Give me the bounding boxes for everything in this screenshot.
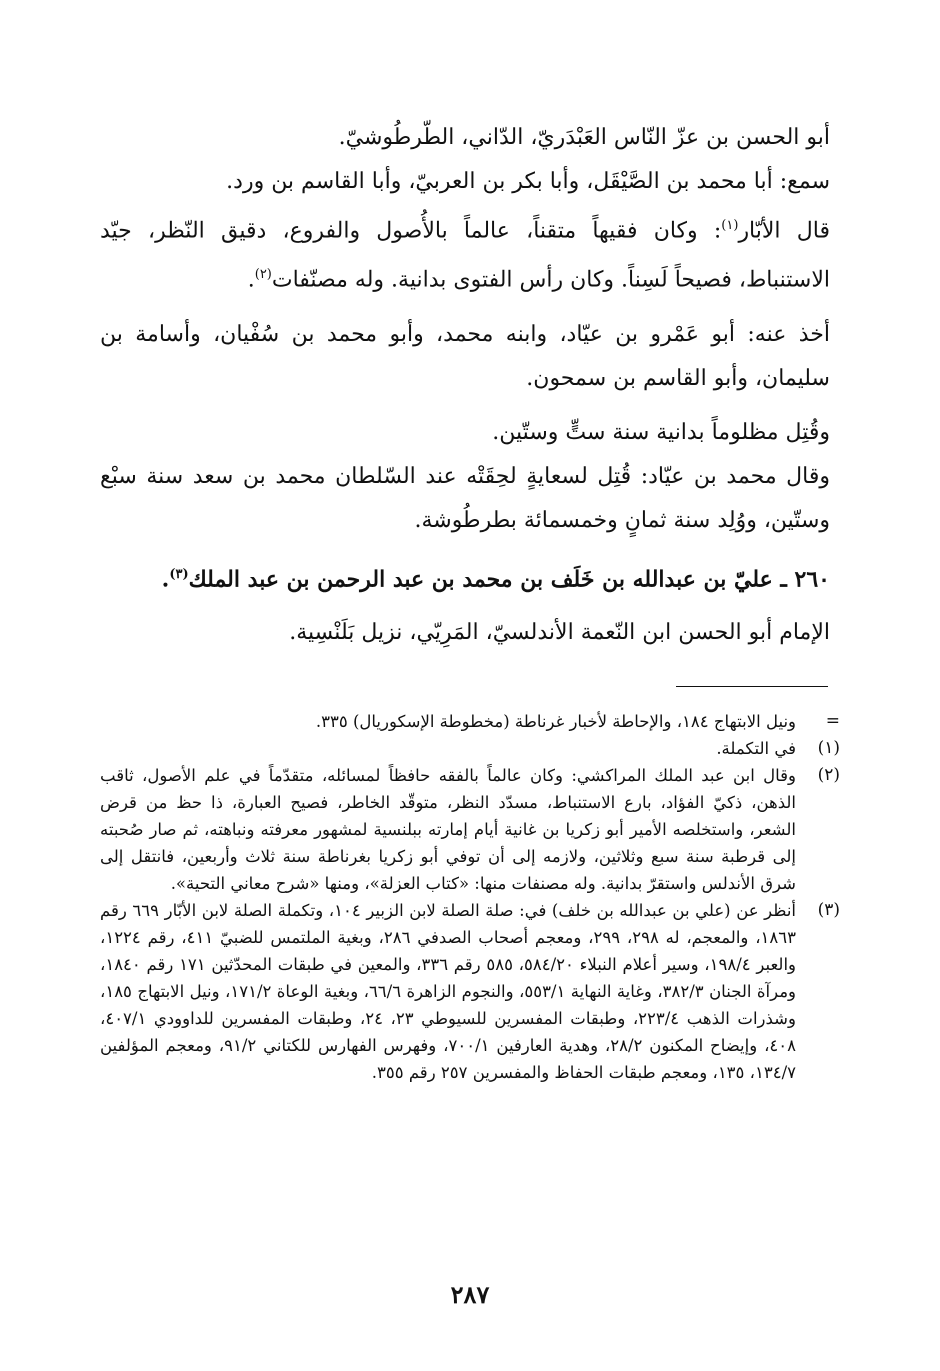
abbar-quote-body: : وكان فقيهاً متقناً، عالماً بالأُصول والفروع، دقيق النّظر، جيّد الاستنباط، فصيحاً لَسِناً. وكان رأس الفتوى بدانية. وله مصنّفات (100, 218, 830, 293)
paragraph-abbar-quote (100, 204, 830, 303)
paragraph-nisba: أبو الحسن بن عزّ النّاس العَبْدَريّ، الدّاني، الطّرطُوشيّ. (338, 125, 830, 150)
paragraph-entry-description: الإمام أبو الحسن ابن النّعمة الأندلسيّ، المَرِيّي، نزيل بَلَنْسِية. (289, 619, 830, 645)
main-text (100, 116, 830, 655)
abbar-quote-start: قال الأبّار (738, 218, 830, 244)
footnote-mark: (١) (817, 738, 840, 758)
footnote-text: ونيل الابتهاج ١٨٤، والإحاطة لأخبار غرناطة (مخطوطة الإسكوريال) ٣٣٥. (315, 712, 796, 731)
footnote-1 (100, 735, 840, 762)
abbar-quote-end: . (247, 267, 255, 293)
entry-heading-text: ٢٦٠ ـ عليّ بن عبدالله بن خَلَف بن محمد بن عبد الرحمن بن عبد الملك (188, 565, 830, 592)
footnote-mark: = (825, 711, 840, 731)
footnote-text: وقال ابن عبد الملك المراكشي: وكان عالماً بالفقه حافظاً لمسائله، متقدّماً في علم الأصول، ثاقب الذهن، ذكيّ الفؤاد، بارع الاستنباط، مسدّد النظر، متوقّد الخاطر، فصيح العبارة، ذا حظ من قرض الشعر، واستخلصه الأمير أبو زكريا بن غانية أيام إمارته ببلنسية لمشهور معرفته ونباهته، ثم صار صُحبته إلى قرطبة سنة سبع وثلاثين، ولازمه إلى أن توفي أبو زكريا بغرناطة سنة ثلاث وأربعين، فانتقل إلى شرق الأندلس واستقرّ بدانية. وله مصنفات منها: «كتاب العزلة»، ومنها «شرح معاني التحية». (100, 766, 796, 893)
entry-heading-end: . (161, 565, 170, 592)
footnote-ref-1: (١) (721, 218, 739, 233)
footnote-ref-2: (٢) (254, 267, 272, 283)
footnote-2 (100, 762, 840, 897)
footnotes (100, 708, 840, 1086)
paragraph-students: أخذ عنه: أبو عَمْرو بن عيّاد، وابنه محمد، وأبو محمد بن سُفْيان، وأسامة بن سليمان، وأبو القاسم بن سمحون. (100, 321, 830, 391)
footnote-continued (100, 708, 840, 735)
page-number: ٢٨٧ (450, 1280, 490, 1309)
paragraph-heard-from: سمع: أبا محمد بن الصَّيْقَل، وأبا بكر بن العربيّ، وأبا القاسم بن ورد. (226, 169, 830, 194)
footnote-text: أنظر عن (علي بن عبدالله بن خلف) في: صلة الصلة لابن الزبير ١٠٤، وتكملة الصلة لابن الأبّار ٦٦٩ رقم ١٨٦٣، والمعجم، له ٢٩٨، ٢٩٩، ومعجم أصحاب الصدفي ٢٨٦، وبغية الملتمس للضبيّ ٤١١، رقم ١٢٢٤، والعبر ١٩٨/٤، وسير أعلام النبلاء ٥٨٤/٢٠، ٥٨٥ رقم ٣٣٦، والمعين في طبقات المحدّثين ١٧١ رقم ١٨٤٠، ومرآة الجنان ٣٨٢/٣، وغاية النهاية ٥٥٣/١، والنجوم الزاهرة ٦٦/٦، وبغية الوعاة ١٧١/٢، ونيل الابتهاج ١٨٥، وشذرات الذهب ٢٢٣/٤، وطبقات المفسرين للسيوطي ٢٣، ٢٤، وطبقات المفسرين للداوودي ٤٠٧/١، ٤٠٨، وإيضاح المكنون ٢٨/٢، وهدية العارفين ٧٠٠/١، وفهرس الفهارس للكتاني ٩١/٢، ومعجم المؤلفين ١٣٤/٧، ١٣٥، ومعجم طبقات الحفاظ والمفسرين ٢٥٧ رقم ٣٥٥. (100, 901, 797, 1082)
paragraph-ibn-ayyad: وقال محمد بن عيّاد: قُتِل لسعايةٍ لحِقَتْه عند السّلطان محمد بن سعد سنة سبْع وستّين، ووُلِد سنة ثمانٍ وخمسمائة بطرطُوشة. (100, 463, 830, 533)
footnote-separator (676, 686, 828, 687)
entry-heading (100, 553, 830, 601)
footnote-text: في التكملة. (716, 739, 796, 758)
footnote-ref-3: (٣) (169, 566, 189, 582)
footnote-mark: (٢) (817, 765, 840, 785)
footnote-mark: (٣) (817, 900, 840, 920)
paragraph-death: وقُتِل مظلوماً بدانية سنة ستٍّ وستّين. (492, 419, 830, 445)
footnote-3 (100, 897, 840, 1086)
